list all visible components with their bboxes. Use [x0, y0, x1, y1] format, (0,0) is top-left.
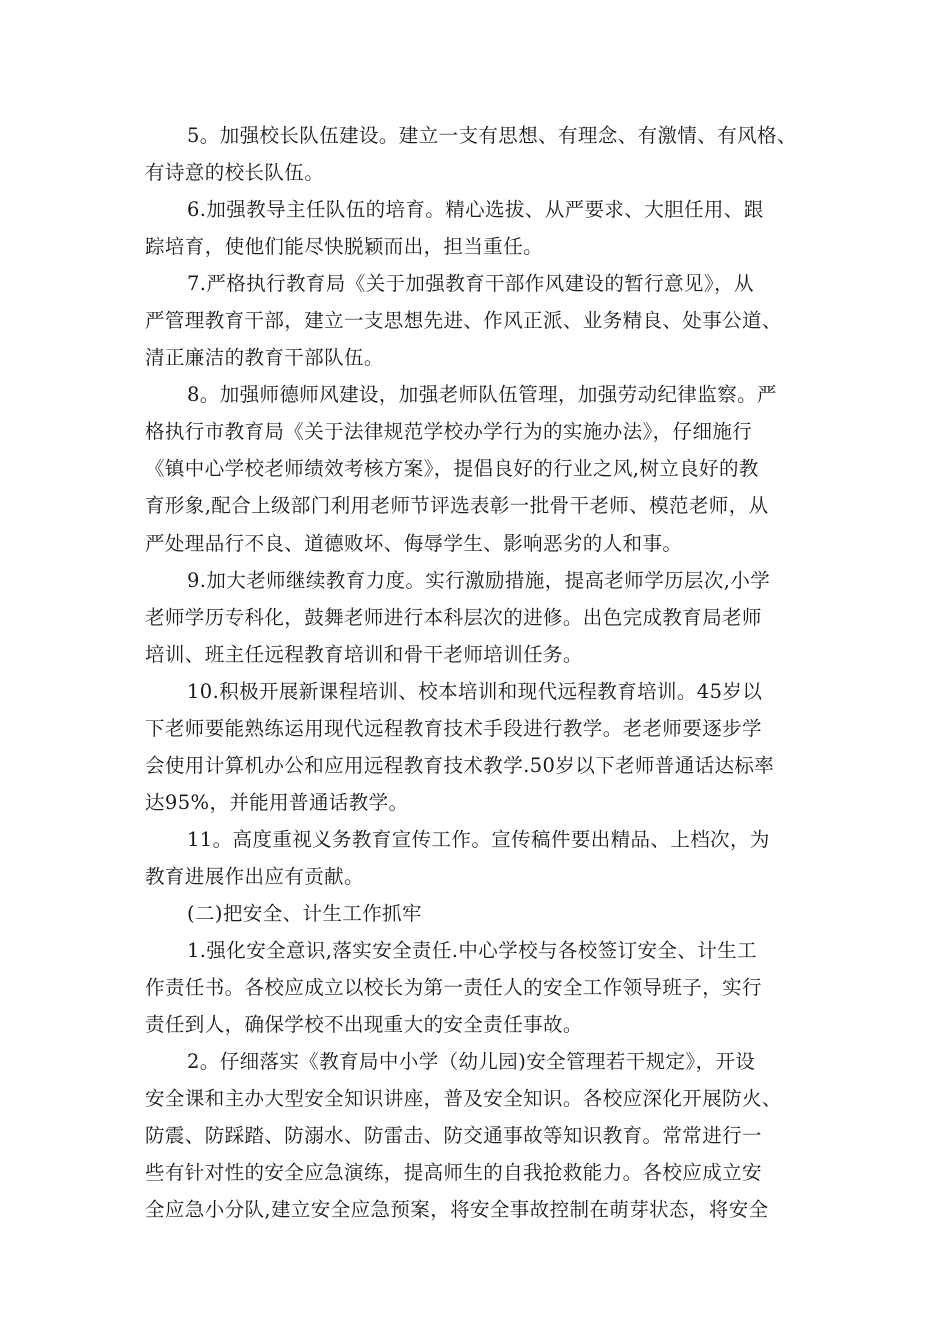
text-line: 会使用计算机办公和应用远程教育技术教学.50岁以下老师普通话达标率 [145, 753, 775, 777]
text-line: 些有针对性的安全应急演练，提高师生的自我抢救能力。各校应成立安 [145, 1161, 762, 1185]
text-line: 7.严格执行教育局《关于加强教育干部作风建设的暂行意见》，从 [187, 272, 754, 296]
text-line: 严处理品行不良、道德败坏、侮辱学生、影响恶劣的人和事。 [145, 531, 683, 555]
paragraph-7 [145, 265, 815, 376]
text-line: 作责任书。各校应成立以校长为第一责任人的安全工作领导班子，实行 [145, 976, 762, 1000]
text-line: 9.加大老师继续教育力度。实行激励措施，提高老师学历层次,小学 [187, 568, 771, 592]
text-line: 10.积极开展新课程培训、校本培训和现代远程教育培训。45岁以 [187, 679, 763, 703]
text-line: 育形象,配合上级部门利用老师节评选表彰一批骨干老师、模范老师，从 [145, 494, 769, 518]
text-line: 老师学历专科化，鼓舞老师进行本科层次的进修。出色完成教育局老师 [145, 605, 762, 629]
text-line: 安全课和主办大型安全知识讲座，普及安全知识。各校应深化开展防火、 [145, 1087, 782, 1111]
section-heading [145, 895, 815, 932]
text-line: 责任到人，确保学校不出现重大的安全责任事故。 [145, 1013, 583, 1037]
text-line: 清正廉洁的教育干部队伍。 [145, 346, 384, 370]
paragraph-9 [145, 562, 815, 673]
text-line: 培训、班主任远程教育培训和骨干老师培训任务。 [145, 642, 583, 666]
text-line: 有诗意的校长队伍。 [145, 161, 325, 185]
paragraph-5 [145, 117, 815, 191]
text-line: 格执行市教育局《关于法律规范学校办学行为的实施办法》，仔细施行 [145, 420, 753, 444]
body-text [145, 117, 815, 1228]
text-line: 1.强化安全意识,落实安全责任.中心学校与各校签订安全、计生工 [187, 939, 757, 963]
text-line: 严管理教育干部，建立一支思想先进、作风正派、业务精良、处事公道、 [145, 309, 782, 333]
text-line: 防震、防踩踏、防溺水、防雷击、防交通事故等知识教育。常常进行一 [145, 1124, 762, 1148]
text-line: 6.加强教导主任队伍的培育。精心选拔、从严要求、大胆任用、跟 [187, 198, 764, 222]
text-line: 教育进展作出应有贡献。 [145, 864, 364, 888]
paragraph-10 [145, 673, 815, 821]
paragraph-safety-1 [145, 932, 815, 1043]
text-line: 全应急小分队,建立安全应急预案，将安全事故控制在萌芽状态，将安全 [145, 1198, 769, 1222]
paragraph-safety-2 [145, 1043, 815, 1228]
text-line: 5。加强校长队伍建设。建立一支有思想、有理念、有激情、有风格、 [187, 124, 797, 147]
text-line: 达95%，并能用普通话教学。 [145, 790, 409, 814]
text-line: 踪培育，使他们能尽快脱颖而出，担当重任。 [145, 235, 544, 259]
paragraph-11 [145, 821, 815, 895]
paragraph-6 [145, 191, 815, 265]
text-line: 8。加强师德师风建设，加强老师队伍管理，加强劳动纪律监察。严 [187, 383, 777, 407]
text-line: 11。高度重视义务教育宣传工作。宣传稿件要出精品、上档次，为 [187, 827, 770, 851]
text-line: 《镇中心学校老师绩效考核方案》，提倡良好的行业之风,树立良好的教 [145, 457, 759, 481]
text-line: 下老师要能熟练运用现代远程教育技术手段进行教学。老老师要逐步学 [145, 716, 762, 740]
section-title: (二)把安全、计生工作抓牢 [187, 901, 422, 925]
paragraph-8 [145, 376, 815, 561]
text-line: 2。仔细落实《教育局中小学（幼儿园)安全管理若干规定》，开设 [187, 1050, 756, 1074]
